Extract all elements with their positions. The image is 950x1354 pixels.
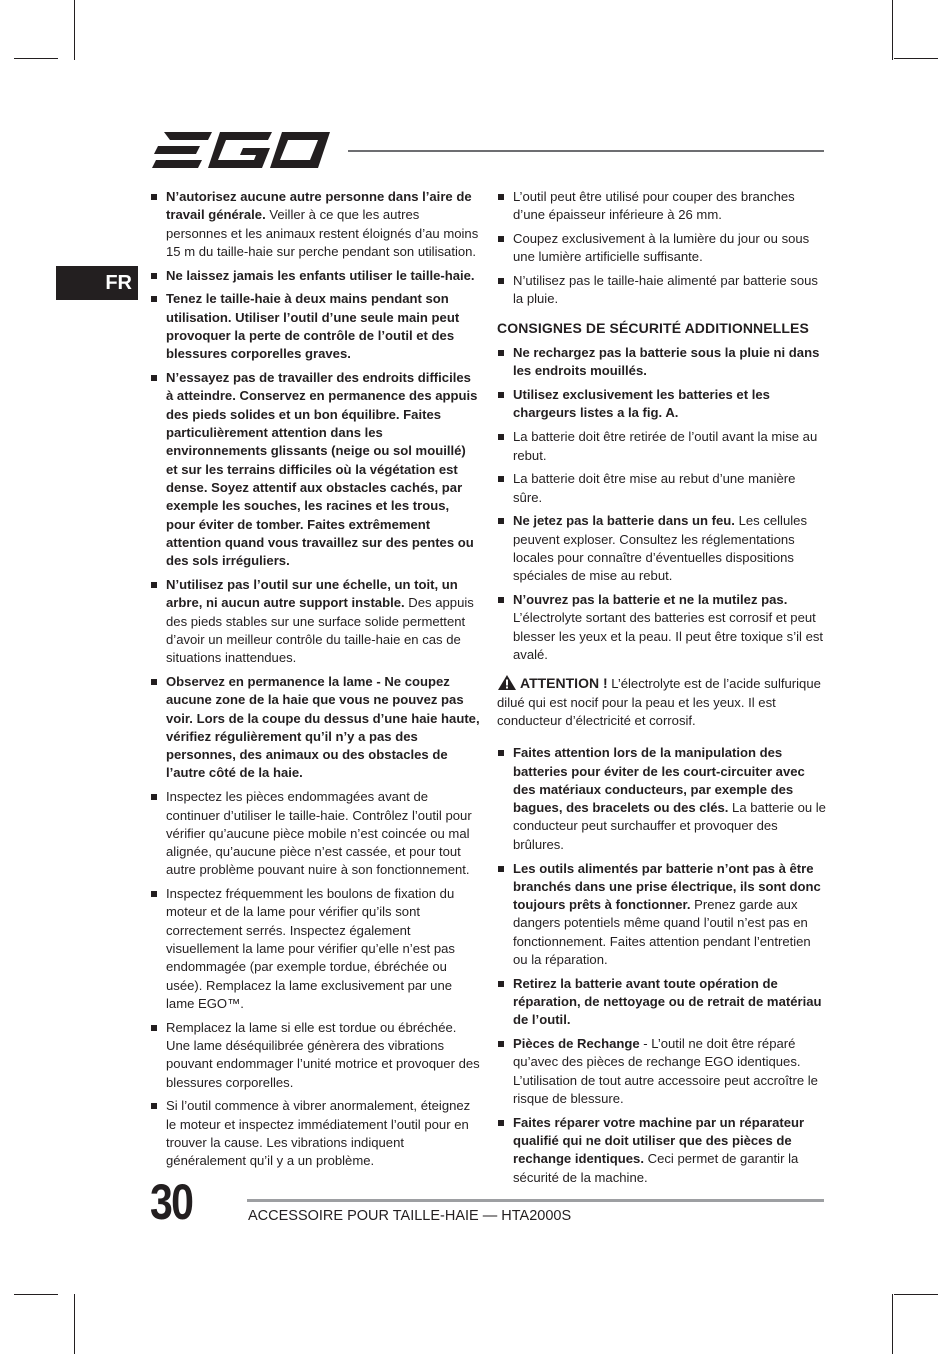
footer-title: ACCESSOIRE POUR TAILLE-HAIE — HTA2000S [248, 1208, 572, 1224]
bullet-text: Veiller à ce que les autres personnes et les animaux restent éloignés d’au moins 15 m du taille-haie sur perche pendant son utilisation. [166, 207, 479, 259]
attention-text: L’électrolyte est de l’acide sulfurique dilué qui est nocif pour la peau et les yeux. Il est conducteur d’électricité et corrosif. [497, 676, 821, 728]
left-column [150, 188, 480, 1176]
bullet-text: Ceci permet de garantir la sécurité de la machine. [513, 1151, 799, 1185]
bullet-text: Des appuis des pieds stables sur une surface solide permettent d’avoir un meilleur contrôle du taille-haie en cas de situations inattendues. [166, 595, 474, 666]
crop-mark [892, 1294, 893, 1354]
bullet-text: La batterie doit être retirée de l’outil avant la mise au rebut. [513, 429, 818, 463]
bullet-text: La batterie ou le conducteur peut surchauffer et provoquer des brûlures. [513, 800, 826, 852]
bullet-item [497, 512, 827, 585]
bullet-item [497, 344, 827, 381]
bullet-item [497, 386, 827, 423]
bullet-item [497, 470, 827, 507]
bullet-text: L’outil peut être utilisé pour couper des branches d’une épaisseur inférieure à 26 mm. [513, 189, 795, 223]
bullet-item [150, 188, 480, 261]
bullet-item [497, 188, 827, 225]
crop-mark [74, 1294, 75, 1354]
bullet-text: Coupez exclusivement à la lumière du jour ou sous une lumière artificielle suffisante. [513, 231, 810, 265]
bullet-bold-text: Tenez le taille-haie à deux mains pendant son utilisation. Utiliser l’outil d’une seule main peut provoquer la perte de contrôle de l’outil et des blessures corporelles graves. [166, 291, 460, 362]
logo-letter-o [270, 132, 330, 168]
logo-letter-g [208, 132, 272, 168]
bullet-text: N’utilisez pas le taille-haie alimenté par batterie sous la pluie. [513, 273, 818, 307]
left-bullet-list [150, 188, 480, 1171]
bullet-item [150, 576, 480, 667]
page-number: 30 [150, 1174, 193, 1230]
bullet-bold-text: Faites attention lors de la manipulation des batteries pour éviter de les court-circuiter avec des matériaux conducteurs, par exemple des bagues, des bracelets ou des clés. [513, 745, 805, 816]
bullet-item [497, 860, 827, 970]
bullet-item [497, 428, 827, 465]
bullet-item [150, 1097, 480, 1170]
ego-logo [150, 128, 332, 172]
bullet-bold-text: Utilisez exclusivement les batteries et les chargeurs listes a la fig. A. [513, 387, 770, 421]
attention-label: ATTENTION ! [520, 675, 608, 692]
bullet-text: - L’outil ne doit être réparé qu’avec des pièces de rechange EGO identiques. L’utilisation de tout autre accessoire peut accroître le risque de blessure. [513, 1036, 818, 1107]
bullet-bold-text: N’autorisez aucune autre personne dans l’aire de travail générale. [166, 189, 472, 223]
bullet-item [150, 1019, 480, 1092]
bullet-text: Si l’outil commence à vibrer anormalement, éteignez le moteur et inspectez immédiatement l’outil pour en trouver la cause. Les vibrations indiquent généralement qu’il y a un problème. [166, 1098, 471, 1169]
bullet-bold-text: Faites réparer votre machine par un réparateur qualifié qui ne doit utiliser que des pièces de rechange identiques. [513, 1114, 805, 1167]
bullet-item [497, 272, 827, 309]
attention-note [497, 674, 827, 730]
right-column [497, 188, 827, 1193]
bullet-item [497, 230, 827, 267]
bullet-text: Remplacez la lame si elle est tordue ou ébréchée. Une lame déséquilibrée génèrera des vibrations pouvant endommager l’unité motrice et provoquer des blessures corporelles. [166, 1019, 480, 1090]
bullet-text: Inspectez les pièces endommagées avant de continuer d’utiliser le taille-haie. Contrôlez l’outil pour vérifier qu’aucune pièce mobile n’est coincée ou mal alignée, qu’aucune pièce n’est cassée, et pour tout autre problème pouvant nuire à son fonctionnement. [166, 789, 472, 878]
bullet-bold-text: Ne laissez jamais les enfants utiliser le taille-haie. [166, 267, 475, 283]
bullet-item [150, 290, 480, 363]
section-title: CONSIGNES DE SÉCURITÉ ADDITIONNELLES [497, 319, 809, 336]
header-rule [348, 150, 824, 152]
bullet-text: Inspectez fréquemment les boulons de fixation du moteur et de la lame pour vérifier qu’ils sont correctement serrés. Inspectez également visuellement la lame pour vérifier qu’elle n’est pas endommagée (par exemple tordue, ébréchée ou usée). Remplacez la lame exclusivement par une lame EGO™. [166, 886, 455, 1011]
bullet-bold-text: N’utilisez pas l’outil sur une échelle, un toit, un arbre, ni aucun autre support instable. [166, 576, 458, 611]
bullet-item [497, 1035, 827, 1108]
crop-mark [894, 58, 938, 59]
bullet-item [497, 975, 827, 1030]
right-bullet-list-top [497, 188, 827, 309]
bullet-bold-text: N’ouvrez pas la batterie et ne la mutilez pas. [513, 592, 788, 608]
bullet-item [497, 591, 827, 664]
bullet-text: L’électrolyte sortant des batteries est corrosif et peut blesser les yeux et la peau. Il peut être toxique s’il est avalé. [513, 610, 824, 663]
bullet-bold-text: Observez en permanence la lame - Ne coupez aucune zone de la haie que vous ne pouvez pas voir. Lors de la coupe du dessus d’une haie haute, vérifiez régulièrement qu’il n’y a pas des personnes, des animaux ou des obstacles de l’autre côté de la haie. [166, 673, 480, 781]
language-tab: FR [56, 266, 138, 300]
bullet-item [150, 885, 480, 1013]
bullet-text: Les cellules peuvent exploser. Consultez les réglementations locales pour connaître d’éventuelles dispositions spéciales de mise au rebut. [513, 513, 807, 584]
bullet-item [497, 1114, 827, 1187]
warning-icon [497, 674, 517, 691]
bullet-item [150, 673, 480, 783]
crop-mark [894, 1294, 938, 1295]
bullet-item [150, 788, 480, 879]
bullet-item [150, 267, 480, 285]
bullet-item [497, 744, 827, 854]
bullet-text: Prenez garde aux dangers potentiels même quand l’outil n’est pas en fonctionnement. Faites attention pendant l’entretien ou la réparation. [513, 897, 811, 967]
crop-mark [892, 0, 893, 60]
right-bullet-list-bottom [497, 744, 827, 1187]
bullet-bold-text: N’essayez pas de travailler des endroits difficiles à atteindre. Conservez en permanence des appuis des pieds solides et un bon équilibre. Faites particulièrement attention dans les environnements glissants (neige ou sol mouillé) et sur les terrains difficiles où la végétation est dense. Soyez attentif aux obstacles cachés, par exemple les souches, les racines et les trous, pour éviter de tomber. Faites extrêmement attention quand vous travaillez sur des pentes ou des sols irréguliers. [166, 370, 478, 569]
crop-mark [74, 0, 75, 60]
footer-rule [247, 1199, 824, 1202]
bullet-text: La batterie doit être mise au rebut d’une manière sûre. [513, 471, 796, 505]
bullet-bold-text: Ne rechargez pas la batterie sous la pluie ni dans les endroits mouillés. [513, 345, 820, 379]
bullet-bold-text: Ne jetez pas la batterie dans un feu. [513, 513, 735, 529]
crop-mark [14, 58, 58, 59]
right-bullet-list-mid [497, 344, 827, 664]
logo-letter-e [152, 132, 212, 168]
bullet-item [150, 369, 480, 570]
crop-mark [14, 1294, 58, 1295]
bullet-bold-text: Pièces de Rechange [513, 1036, 640, 1052]
bullet-bold-text: Retirez la batterie avant toute opération de réparation, de nettoyage ou de retrait de matériau de l’outil. [513, 975, 822, 1028]
bullet-bold-text: Les outils alimentés par batterie n’ont pas à être branchés dans une prise électrique, ils sont donc toujours prêts à fonctionner. [513, 860, 821, 913]
